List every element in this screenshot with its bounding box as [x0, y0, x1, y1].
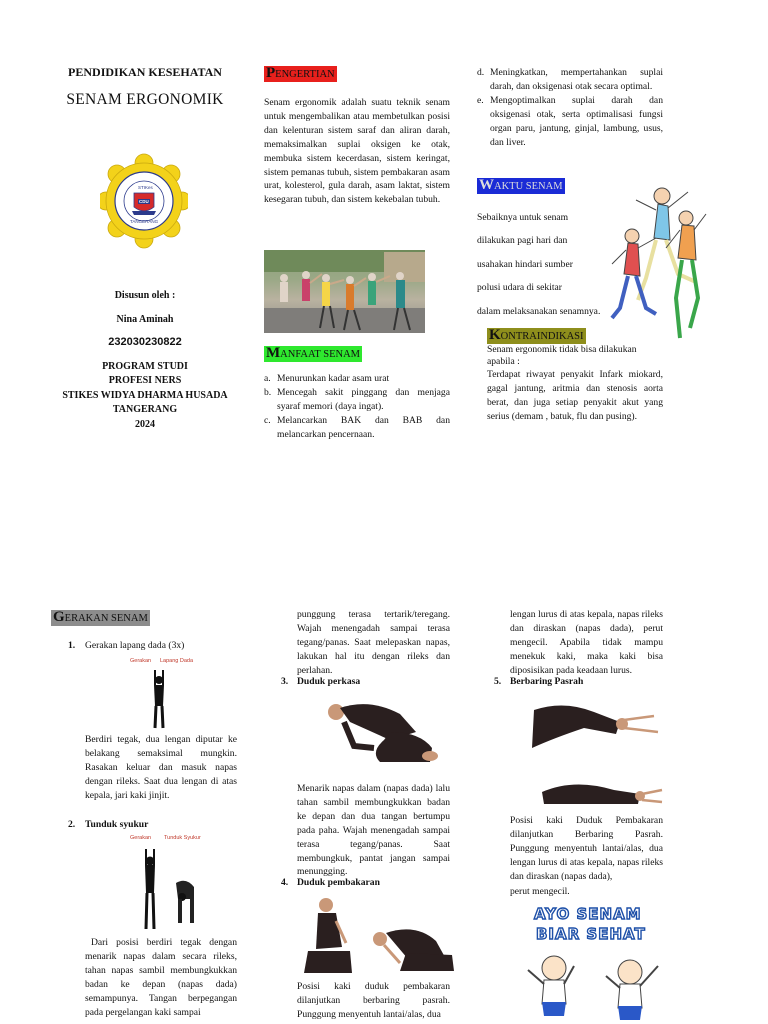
author-name: Nina Aminah: [116, 313, 174, 325]
cover-title-big: SENAM ERGONOMIK: [66, 91, 224, 109]
waktu-heading: WAKTU SENAM: [479, 177, 563, 193]
step4-figure: [296, 893, 456, 979]
waktu-body: Sebaiknya untuk senam dilakukan pagi hari dan usahakan hindari sumber polusi udara di sekitar dalam melaksanakan senamnya.: [477, 212, 601, 317]
logo-emblem-text: CDU: [139, 199, 149, 204]
step5-figure: [524, 698, 664, 814]
manfaat-list: [264, 372, 450, 442]
pengertian-section: [264, 66, 450, 207]
gerakan-heading: GERAKAN SENAM: [53, 609, 148, 625]
gerakan-heading-wrap: [51, 610, 150, 626]
cover-credits: [48, 289, 242, 432]
institution-logo: [100, 153, 188, 249]
publication-year: 2024: [135, 418, 155, 430]
manfaat-section: [264, 346, 450, 442]
program-line2: PROFESI NERS: [108, 375, 182, 387]
step3-body: Menarik napas dalam (napas dada) lalu tahan sambil membungkukkan badan ke depan dan dua tangan bertumpu pada paha. Wajah menengadah sampai terasa tegang/panas. Saat membungkuk, pantat jangan sampai menungging.: [297, 783, 450, 878]
step5-last-line: perut mengecil.: [510, 886, 570, 897]
manfaat-list-continued: [477, 66, 663, 149]
program-line1: PROGRAM STUDI: [102, 360, 188, 372]
step5-body: Posisi kaki Duduk Pembakaran dilanjutkan Berbaring Pasrah. Punggung menyentuh lantai/alas, dua lengan lurus di atas kepala, napas rileks dan diraskan (napas dada),: [510, 815, 663, 882]
logo-bottom-text: TANGERANG: [130, 219, 159, 224]
step2-body: Dari posisi berdiri tegak dengan menarik napas dalam secara rileks, tahan napas sambil membungkukkan badan ke depan (napas dada) semampunya. Tangan berpegangan pada pergelangan kaki sampai: [85, 937, 237, 1018]
group-exercise-photo: [264, 250, 425, 333]
manfaat-item: e. Mengoptimalkan suplai darah dan oksigenasi otak, serta optimalisasi fungsi organ paru, jantung, ginjal, lambung, usus, dan liver.: [477, 94, 663, 148]
pengertian-heading: PENGERTIAN: [266, 65, 335, 81]
waktu-section: [477, 178, 627, 323]
kontraindikasi-heading: KONTRAINDIKASI: [489, 327, 584, 343]
institution-name: STIKES WIDYA DHARMA HUSADA: [62, 389, 228, 401]
dancing-people-illustration: [606, 178, 708, 350]
person-arms-up-icon: [144, 668, 174, 732]
slogan-illustration: [514, 902, 674, 1024]
manfaat-heading: MANFAAT SENAM: [266, 345, 361, 361]
cover-panel: [48, 60, 242, 112]
pengertian-body: Senam ergonomik adalah suatu teknik senam untuk mengembalikan atau membetulkan posisi dan kelenturan sistem saraf dan aliran darah, memaksimalkan suplai oksigen ke otak, membuka sistem kecerdasan, sistem keringat, sistem pemanas tubuh, sistem pembakaran asam urat, kolesterol, gula darah, asam laktat, sistem kesegaran tubuh, dan sistem kekebalan tubuh.: [264, 97, 450, 206]
step4-number: 4.: [281, 877, 289, 888]
manfaat-item: c. Melancarkan BAK dan BAB dan melancarkan pencernaan.: [264, 414, 450, 440]
compiled-by-label: Disusun oleh :: [114, 290, 176, 301]
step3-title: Duduk perkasa: [297, 676, 361, 687]
kontraindikasi-section: [487, 328, 663, 424]
person-lying-back-icon: [524, 698, 664, 814]
step2-body-continued: punggung terasa tertarik/teregang. Wajah menengadah sampai terasa tegang/panas. Saat melepaskan napas, lakukan hal itu dengan rileks dan perlahan.: [297, 609, 450, 676]
step2-number: 2.: [68, 819, 76, 830]
kontraindikasi-intro: Senam ergonomik tidak bisa dilakukan apabila :: [487, 344, 637, 367]
step4-title: Duduk pembakaran: [297, 877, 380, 888]
step4-body-continued: lengan lurus di atas kepala, napas rileks dan diraskan (napas dada), perut mengecil. Apabila tidak mampu menekuk kaki, maka kaki bisa diposisikan pada keadaan lurus.: [510, 609, 663, 676]
person-sitting-heels-icon: [296, 893, 456, 979]
cover-title-small: PENDIDIKAN KESEHATAN: [68, 65, 222, 79]
step2-figure: Gerakan Tunduk Syukur: [118, 833, 246, 933]
step5-title: Berbaring Pasrah: [510, 676, 584, 687]
step3-number: 3.: [281, 676, 289, 687]
institution-city: TANGERANG: [112, 404, 178, 416]
step1-title: Gerakan lapang dada (3x): [85, 640, 185, 651]
kontraindikasi-body: Terdapat riwayat penyakit Infark miokard, gagal jantung, aritmia dan stenosis aorta berat, dan juga setiap penyakit akut yang serius (demam , batuk, flu dan pusing).: [487, 368, 663, 422]
step1-number: 1.: [68, 640, 76, 651]
step5-number: 5.: [494, 676, 502, 687]
manfaat-item: d. Meningkatkan, mempertahankan suplai darah, dan oksigenasi otak secara optimal.: [477, 67, 663, 92]
step2-title: Tunduk syukur: [85, 819, 149, 830]
kids-exercising-icon: [514, 946, 674, 1024]
student-id: 232030230822: [108, 336, 182, 348]
person-bowing-icon: [136, 847, 216, 931]
manfaat-item: b. Mencegah sakit pinggang dan menjaga syaraf memori (daya ingat).: [264, 386, 450, 412]
slogan-line1: AYO SENAM: [534, 905, 642, 923]
manfaat-item: a. Menurunkan kadar asam urat: [264, 373, 390, 384]
slogan-line2: BIAR SEHAT: [536, 925, 646, 943]
step1-body: Berdiri tegak, dua lengan diputar ke belakang semaksimal mungkin. Rasakan keluar dan masuk napas dengan rileks. Saat dua lengan di atas kepala, jari kaki jinjit.: [85, 734, 237, 801]
logo-inner-text: STIKes: [138, 185, 153, 190]
step4-body: Posisi kaki duduk pembakaran dilanjutkan berbaring pasrah. Punggung menyentuh lantai/alas, dua: [297, 981, 450, 1020]
person-kneeling-forward-icon: [320, 692, 442, 768]
step3-figure: [320, 692, 442, 768]
step1-figure: Gerakan Lapang Dada: [118, 656, 228, 730]
